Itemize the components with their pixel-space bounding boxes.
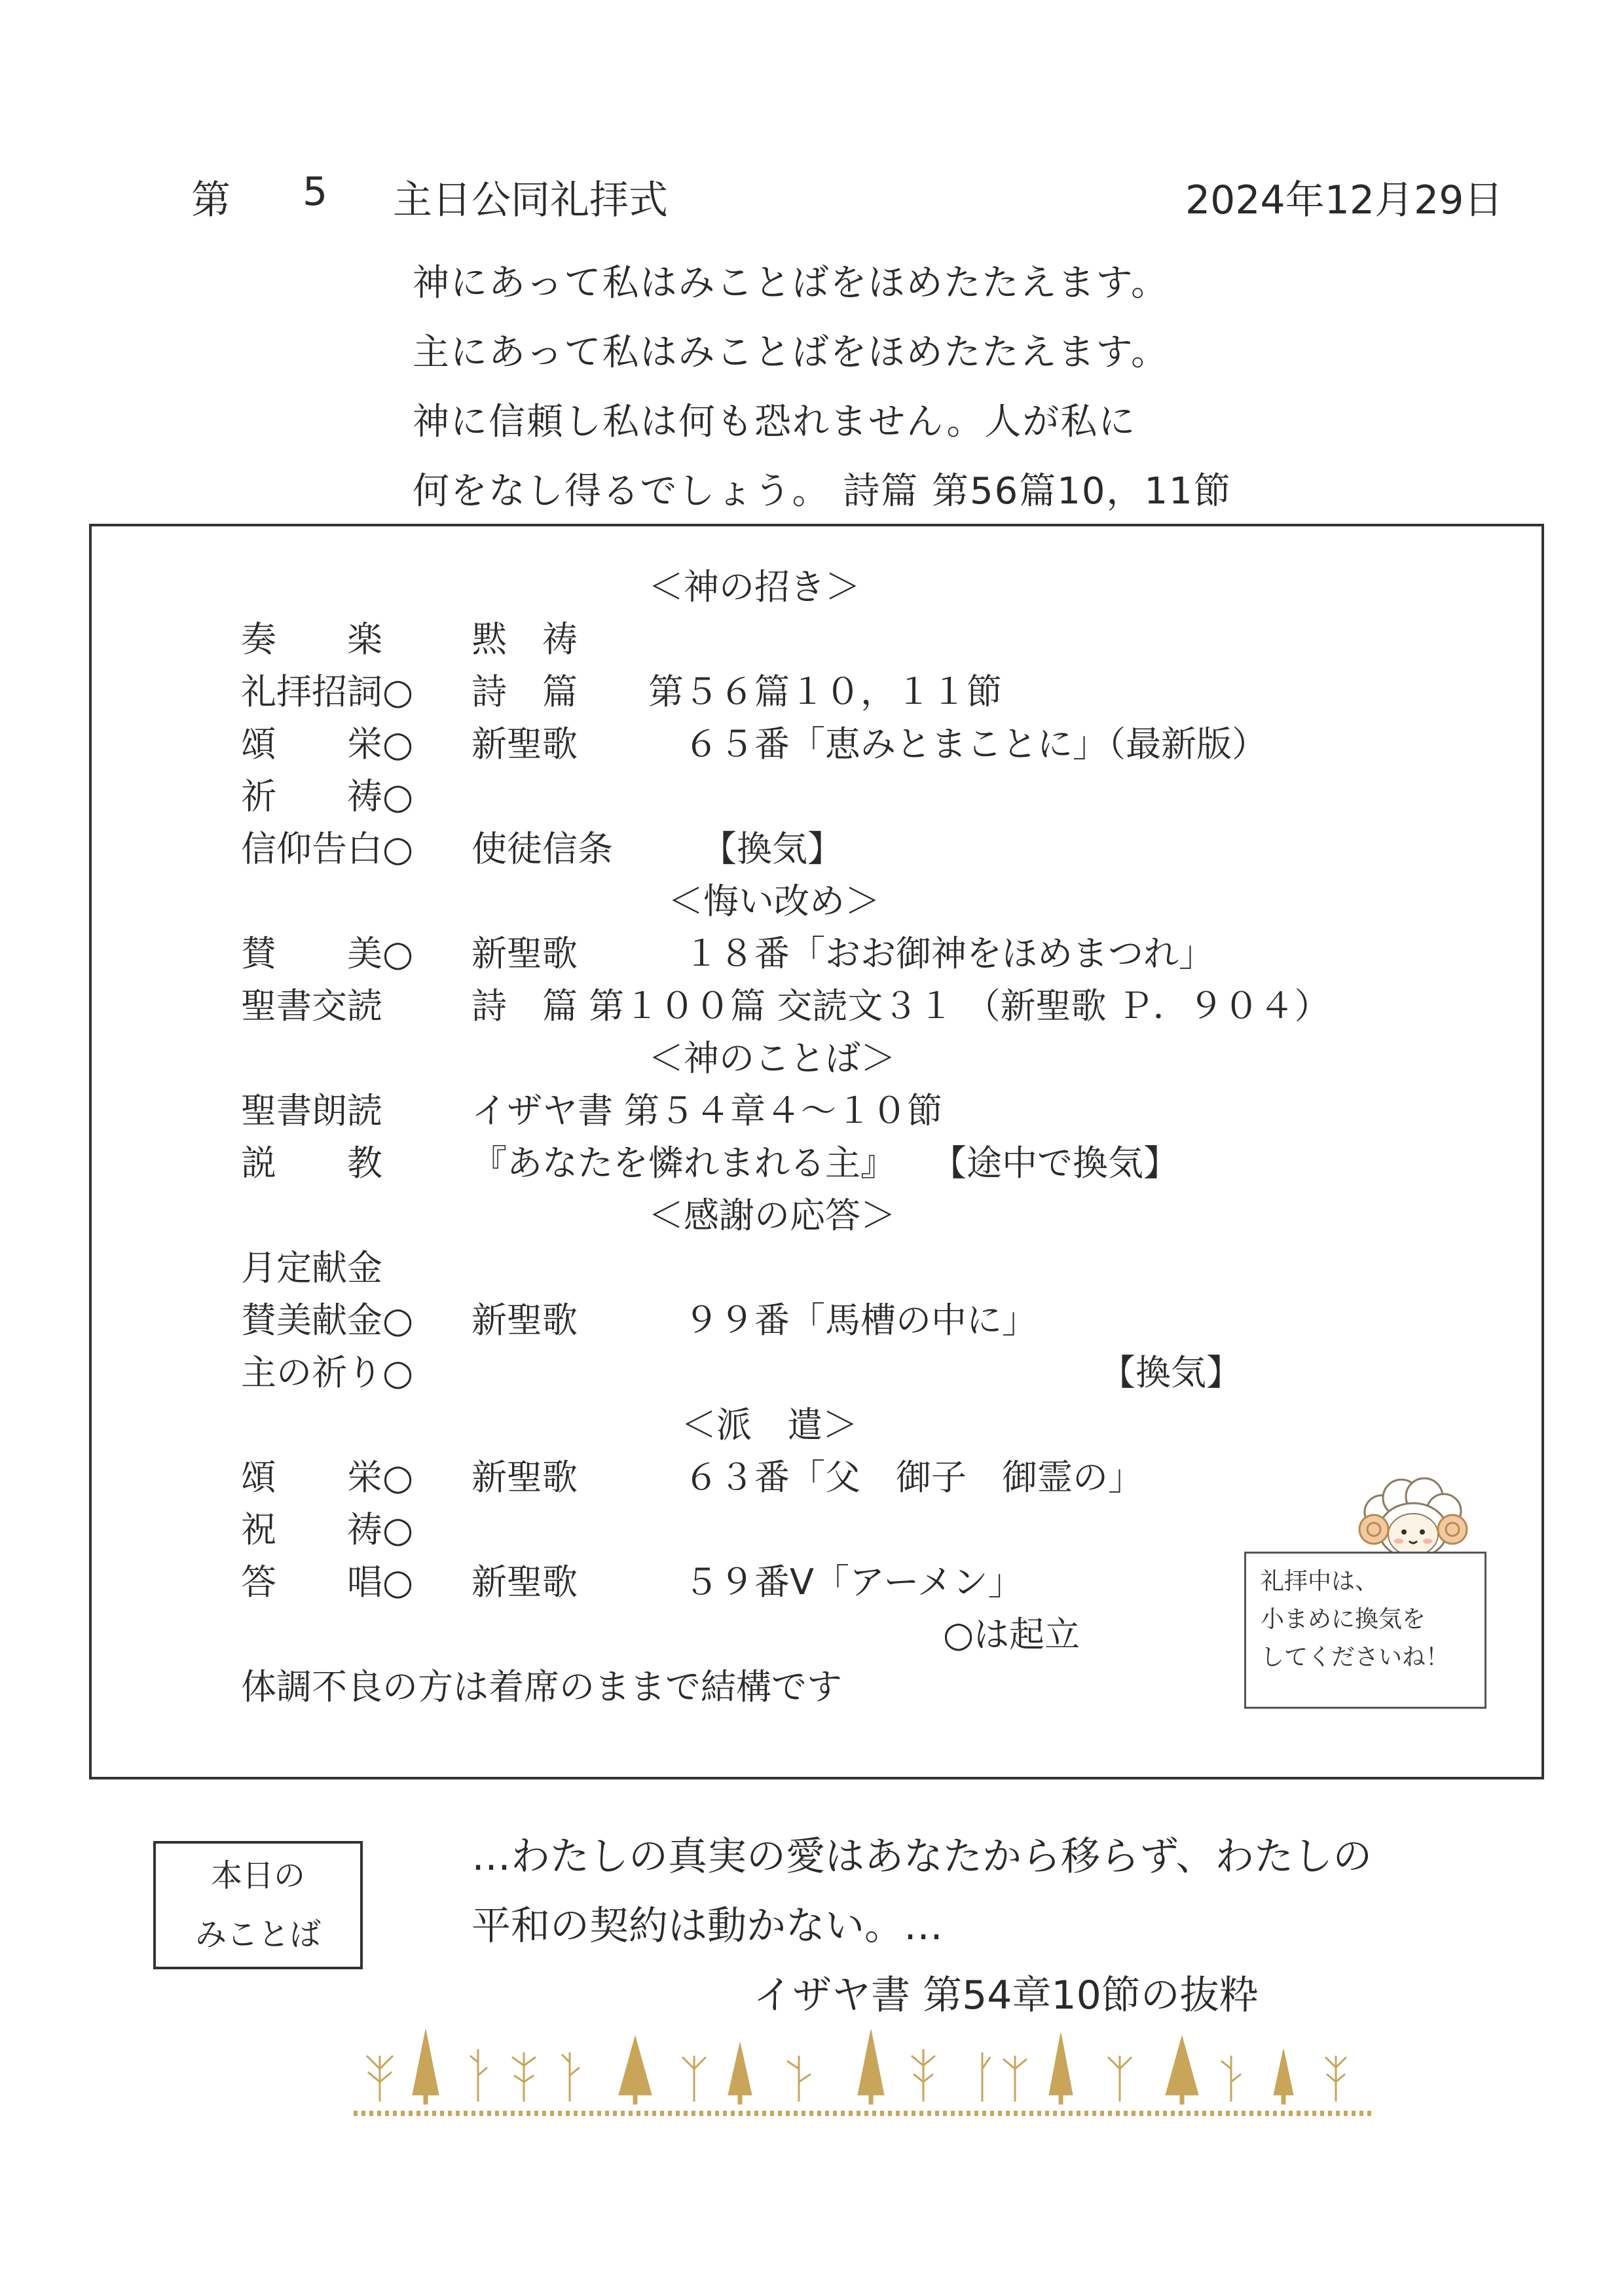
program-item-detail: 黙 祷 — [471, 619, 578, 660]
program-item-label: 信仰告白○ — [241, 828, 414, 869]
program-item-detail: 新聖歌 ６５番「恵みとまことに」（最新版） — [471, 723, 1267, 765]
program-item-label: 聖書朗読 — [241, 1090, 382, 1131]
section-heading: ＜感謝の応答＞ — [648, 1195, 896, 1236]
section-heading: ＜神の招き＞ — [648, 566, 860, 608]
program-item-label: 賛 美○ — [241, 933, 414, 974]
program-item-label: 賛美献金○ — [241, 1300, 414, 1341]
notice-line: 礼拝中は、 — [1261, 1568, 1379, 1595]
program-item-detail: 新聖歌 １８番「おお御神をほめまつれ」 — [471, 933, 1214, 974]
verse-line: 主にあって私はみことばをほめたたえます。 — [413, 331, 1169, 374]
program-item-label: 礼拝招詞○ — [241, 671, 414, 712]
todays-word-source: イザヤ書 第54章10節の抜粋 — [753, 1973, 1259, 2018]
program-item-label: 答 唱○ — [241, 1561, 414, 1603]
notice-line: してくださいね！ — [1261, 1644, 1450, 1671]
standing-note: ○は起立 — [943, 1614, 1080, 1655]
program-item-label: 奏 楽 — [241, 619, 382, 660]
program-item-label: 頌 栄○ — [241, 723, 414, 765]
section-heading: ＜派 遣＞ — [681, 1404, 858, 1446]
program-item-label: 月定献金 — [241, 1247, 382, 1288]
program-item-label: 説 教 — [241, 1142, 382, 1184]
section-heading: ＜悔い改め＞ — [668, 881, 880, 922]
program-item-detail: 新聖歌 ６３番「父 御子 御霊の」 — [471, 1457, 1143, 1498]
notice-line: 小まめに換気を — [1261, 1606, 1426, 1633]
program-item-label: 主の祈り○ — [241, 1352, 414, 1393]
verse-line: 神に信頼し私は何も恐れません。人が私に — [413, 401, 1137, 443]
verse-line: 神にあって私はみことばをほめたたえます。 — [413, 262, 1169, 304]
program-item-detail: イザヤ書 第５４章４～１０節 — [471, 1090, 943, 1131]
program-item-detail: 『あなたを憐れまれる主』 【途中で換気】 — [471, 1142, 1179, 1184]
program-item-label: 祈 祷○ — [241, 776, 414, 817]
service-date: 2024年12月29日 — [1185, 177, 1504, 223]
program-item-detail: 詩 篇 第５６篇１０，１１節 — [471, 671, 1002, 712]
program-item-detail: 詩 篇 第１００篇 交読文３１ （新聖歌 Ｐ．９０４） — [471, 985, 1330, 1027]
program-item-detail: 【換気】 — [1100, 1352, 1242, 1393]
todays-word-label-box — [153, 1841, 363, 1969]
todays-word-line: …わたしの真実の愛はあなたから移らず、わたしの — [471, 1834, 1373, 1880]
program-item-label: 祝 祷○ — [241, 1509, 414, 1550]
section-heading: ＜神のことば＞ — [648, 1038, 896, 1079]
program-item-detail: 新聖歌 ５９番Ⅴ「アーメン」 — [471, 1561, 1024, 1603]
todays-word-label: みことば — [194, 1916, 321, 1953]
tree-border-decoration — [354, 2016, 1375, 2121]
service-title: 主日公同礼拝式 — [393, 177, 668, 223]
program-item-label: 頌 栄○ — [241, 1457, 414, 1498]
sheep-icon — [1336, 1467, 1486, 1558]
todays-word-label: 本日の — [210, 1857, 305, 1894]
program-item-detail: 新聖歌 ９９番「馬槽の中に」 — [471, 1300, 1037, 1341]
ordinal-label: 第 — [191, 177, 231, 223]
service-number: 5 — [303, 169, 328, 215]
ventilation-notice — [1244, 1552, 1486, 1709]
health-note: 体調不良の方は着席のままで結構です — [241, 1666, 842, 1707]
verse-line: 何をなし得るでしょう。 詩篇 第56篇10，11節 — [413, 470, 1232, 513]
program-item-label: 聖書交読 — [241, 985, 382, 1027]
program-item-detail: 使徒信条 【換気】 — [471, 828, 843, 869]
todays-word-line: 平和の契約は動かない。… — [471, 1903, 943, 1949]
